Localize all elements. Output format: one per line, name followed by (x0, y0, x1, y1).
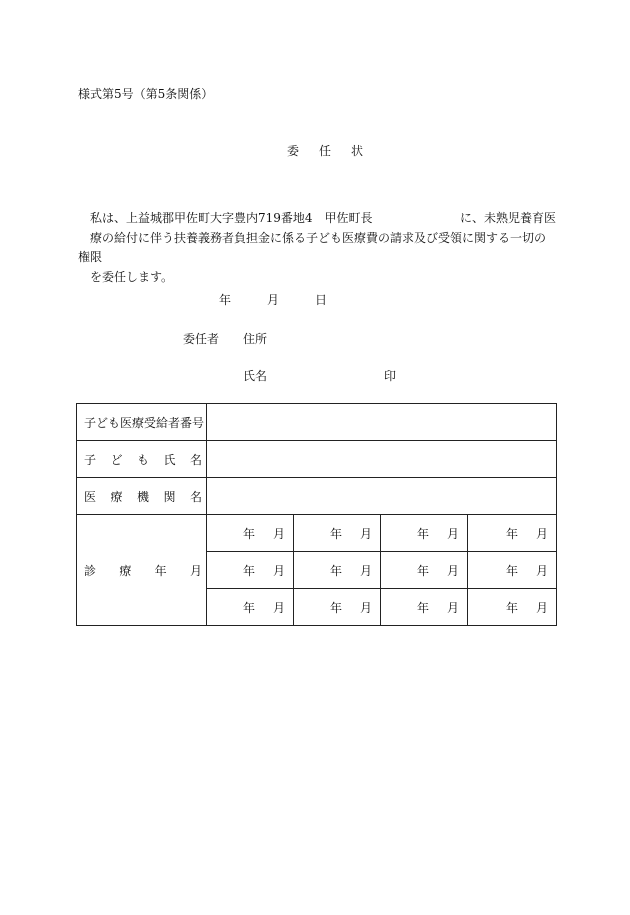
treatment-month-cell[interactable]: 年 月 (468, 589, 557, 626)
treatment-month-label: 診 療 年 月 (77, 515, 207, 626)
body-paragraph (78, 209, 556, 287)
child-name-field[interactable] (207, 441, 557, 478)
title-char: 委 (287, 144, 300, 158)
treatment-month-cell[interactable]: 年 月 (381, 515, 468, 552)
treatment-month-cell[interactable]: 年 月 (381, 552, 468, 589)
treatment-month-cell[interactable]: 年 月 (468, 515, 557, 552)
body-line-1: 私は、上益城郡甲佐町大字豊内719番地4 甲佐町長 (90, 211, 373, 225)
table-row (77, 441, 557, 478)
medical-institution-label: 医 療 機 関 名 (77, 478, 207, 515)
date-day-label: 日 (315, 293, 328, 307)
treatment-month-cell[interactable]: 年 月 (468, 552, 557, 589)
date-month-label: 月 (267, 293, 280, 307)
seal-mark: 印 (384, 369, 397, 383)
form-number-label: 様式第5号（第5条関係） (78, 87, 214, 101)
address-label: 住所 (243, 332, 268, 346)
table-row (77, 515, 557, 552)
treatment-month-cell[interactable]: 年 月 (294, 589, 381, 626)
child-name-label: 子 ど も 氏 名 (77, 441, 207, 478)
table-row (77, 478, 557, 515)
treatment-month-cell[interactable]: 年 月 (294, 515, 381, 552)
appointer-label: 委任者 (183, 332, 220, 346)
treatment-month-cell[interactable]: 年 月 (207, 515, 294, 552)
recipient-info-table (76, 403, 557, 626)
name-label: 氏名 (243, 369, 268, 383)
date-year-label: 年 (219, 293, 232, 307)
document-title (287, 142, 363, 159)
recipient-number-label: 子ども医療受給者番号 (77, 404, 207, 441)
title-char: 任 (319, 144, 332, 158)
treatment-month-cell[interactable]: 年 月 (207, 589, 294, 626)
table-row (77, 404, 557, 441)
treatment-month-cell[interactable]: 年 月 (207, 552, 294, 589)
recipient-number-field[interactable] (207, 404, 557, 441)
title-char: 状 (351, 144, 364, 158)
medical-institution-field[interactable] (207, 478, 557, 515)
treatment-month-cell[interactable]: 年 月 (381, 589, 468, 626)
body-line-3: を委任します。 (90, 269, 174, 284)
body-line-1-tail: に、未熟児養育医 (459, 211, 556, 225)
body-line-2: 療の給付に伴う扶養義務者負担金に係る子ども医療費の請求及び受領に関する一切の権限 (78, 230, 547, 264)
treatment-month-cell[interactable]: 年 月 (294, 552, 381, 589)
